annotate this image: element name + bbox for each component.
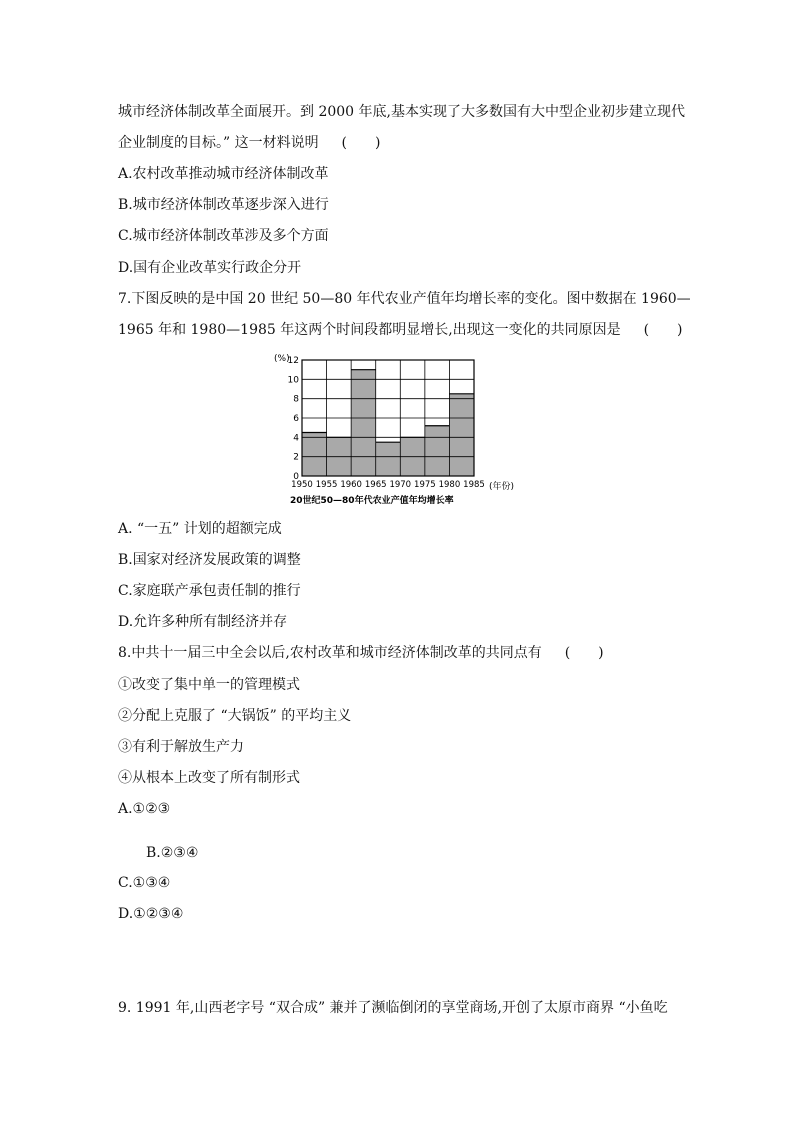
option-d: D.国有企业改革实行政企分开 — [118, 260, 302, 276]
statement-4: ④从根本上改变了所有制形式 — [118, 770, 300, 786]
y-tick-label: 0 — [293, 472, 299, 482]
option-c: C.家庭联产承包责任制的推行 — [118, 583, 301, 599]
y-tick-label: 4 — [293, 433, 299, 444]
chart-title: 20世纪50—80年代农业产值年均增长率 — [290, 496, 454, 506]
y-tick-label: 2 — [293, 452, 299, 463]
option-c: C.①③④ — [118, 875, 171, 891]
option-b: B.②③④ — [146, 845, 199, 861]
option-d: D.①②③④ — [118, 906, 184, 922]
text-line: 城市经济体制改革全面展开。到 2000 年底,基本实现了大多数国有大中型企业初步建立现代 — [118, 104, 685, 120]
statement-3: ③有利于解放生产力 — [118, 739, 244, 755]
y-tick-label: 6 — [293, 414, 299, 424]
y-tick-label: 8 — [293, 394, 299, 405]
option-d: D.允许多种所有制经济并存 — [118, 614, 288, 630]
question-8-stem: 8.中共十一届三中全会以后,农村改革和城市经济体制改革的共同点有 ( ) — [118, 645, 604, 661]
y-axis-unit: (%) — [274, 354, 290, 364]
option-a: A.①②③ — [118, 801, 171, 817]
y-tick-label: 12 — [287, 356, 299, 366]
bar — [449, 394, 474, 476]
x-tick-label: 1965 — [364, 480, 387, 490]
x-tick-label: 1960 — [340, 480, 362, 490]
y-tick-label: 10 — [287, 375, 299, 386]
question-9-stem: 9. 1991 年,山西老字号 “双合成” 兼并了濒临倒闭的享堂商场,开创了太原市商界 “小鱼吃 — [118, 1000, 668, 1016]
chart-bars — [302, 360, 474, 476]
option-b: B.国家对经济发展政策的调整 — [118, 552, 301, 568]
growth-rate-bar-chart — [272, 352, 532, 512]
option-c: C.城市经济体制改革涉及多个方面 — [118, 228, 329, 244]
bar — [425, 426, 450, 476]
x-tick-label: 1955 — [315, 480, 338, 490]
text-line: 企业制度的目标。” 这一材料说明 ( ) — [118, 135, 381, 151]
x-tick-labels — [291, 480, 485, 490]
bar — [376, 442, 401, 476]
question-7-stem-cont: 1965 年和 1980—1985 年这两个时间段都明显增长,出现这一变化的共同原因是 ( ) — [118, 322, 683, 338]
option-b: B.城市经济体制改革逐步深入进行 — [118, 197, 329, 213]
x-tick-label: 1975 — [414, 480, 436, 490]
x-tick-label: 1985 — [463, 480, 485, 490]
option-a: A.农村改革推动城市经济体制改革 — [118, 166, 329, 182]
question-7-stem: 7.下图反映的是中国 20 世纪 50—80 年代农业产值年均增长率的变化。图中数据在 1960— — [118, 291, 691, 307]
bar — [351, 370, 376, 476]
statement-2: ②分配上克服了 “大锅饭” 的平均主义 — [118, 708, 352, 724]
x-axis-unit: (年份) — [489, 482, 515, 492]
x-tick-label: 1980 — [438, 480, 461, 490]
bar — [302, 433, 327, 477]
x-tick-label: 1950 — [291, 480, 313, 490]
option-a: A. “一五” 计划的超额完成 — [118, 521, 282, 537]
y-tick-labels — [288, 356, 300, 482]
x-tick-label: 1970 — [389, 480, 412, 490]
statement-1: ①改变了集中单一的管理模式 — [118, 677, 300, 693]
